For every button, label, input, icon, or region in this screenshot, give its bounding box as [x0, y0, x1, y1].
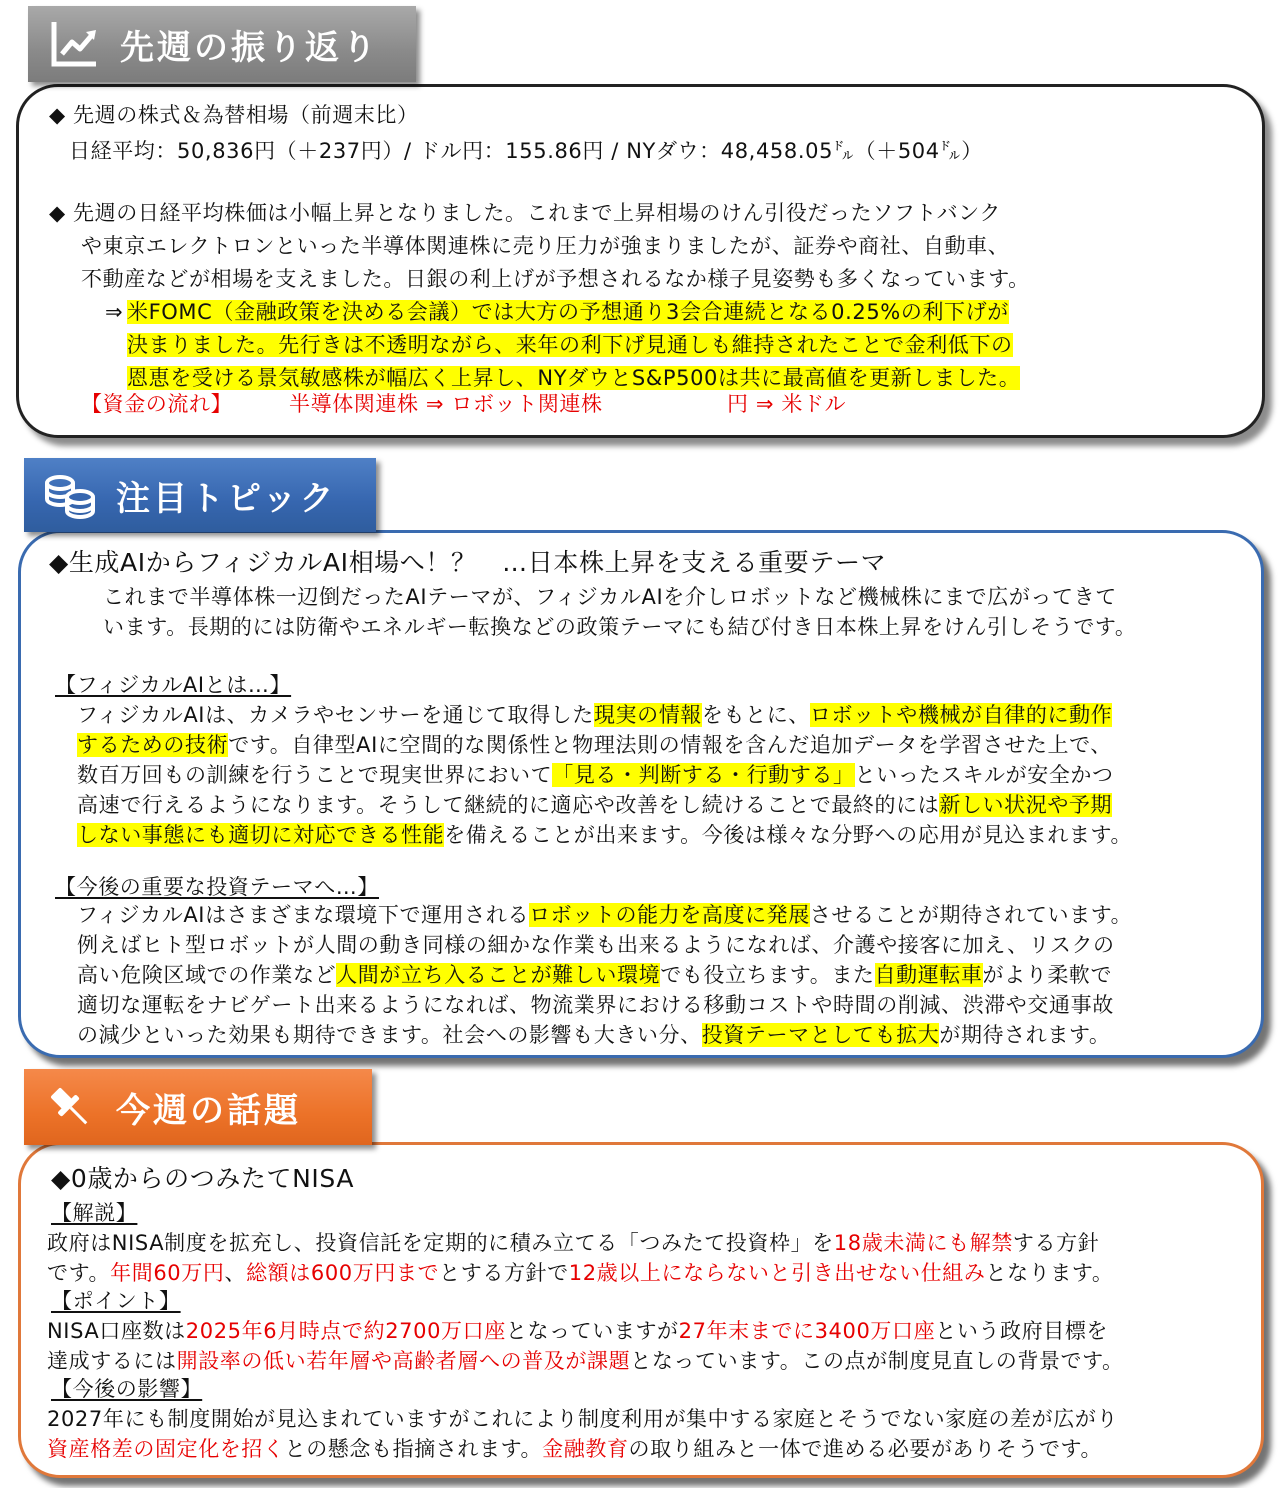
review-line-1: ◆ 先週の日経平均株価は小幅上昇となりました。これまで上昇相場のけん引役だったソフトバンク — [49, 201, 1001, 225]
chart-trend-icon — [46, 16, 102, 72]
featured-topic-title: 注目トピック — [116, 478, 337, 519]
fomc-line-1: 米FOMC（金融政策を決める会議）では大方の予想通り3会合連続となる0.25%の利下げが — [127, 300, 1009, 324]
fund-flow-stocks: 半導体関連株 ⇒ ロボット関連株 — [289, 392, 603, 416]
fomc-line-2: 決まりました。先行きは不透明ながら、来年の利下げ見通しも維持されたことで金利低下の — [127, 333, 1013, 357]
fomc-line-3: 恩恵を受ける景気敏感株が幅広く上昇し、NYダウとS&P500は共に最高値を更新しました。 — [127, 366, 1021, 390]
investment-theme-line-1: フィジカルAIはさまざまな環境下で運用されるロボットの能力を高度に発展させることが期待されています。 — [77, 903, 1133, 927]
this-week-title: 今週の話題 — [116, 1090, 301, 1131]
investment-theme-subheading: 【今後の重要な投資テーマへ…】 — [55, 875, 379, 899]
investment-theme-line-5: の減少といった効果も期待できます。社会への影響も大きい分、投資テーマとしても拡大が期待されます。 — [77, 1023, 1111, 1047]
explanation-line-2: です。年間60万円、総額は600万円までとする方針で12歳以上にならないと引き出せない仕組みとなります。 — [47, 1261, 1114, 1285]
pushpin-icon — [42, 1079, 98, 1135]
investment-theme-line-3: 高い危険区域での作業など人間が立ち入ることが難しい環境でも役立ちます。また自動運転車がより柔軟で — [77, 963, 1113, 987]
point-line-2: 達成するには開設率の低い若年層や高齢者層への普及が課題となっています。この点が制度見直しの背景です。 — [47, 1349, 1124, 1373]
market-heading: ◆ 先週の株式＆為替相場（前週末比） — [49, 103, 419, 127]
point-line-1: NISA口座数は2025年6月時点で約2700万口座となっていますが27年末までに3400万口座という政府目標を — [47, 1319, 1109, 1343]
physical-ai-line-2: するための技術です。自律型AIに空間的な関係性と物理法則の情報を含んだ追加データを学習させた上で、 — [77, 733, 1112, 757]
market-summary: 日経平均：50,836円（＋237円）/ ドル円：155.86円 / NYダウ：48,458.05㌦（＋504㌦） — [69, 139, 983, 163]
this-week-panel — [18, 1142, 1264, 1478]
topic-intro-2: います。長期的には防衛やエネルギー転換などの政策テーマにも結び付き日本株上昇をけん引しそうです。 — [103, 615, 1137, 639]
physical-ai-subheading: 【フィジカルAIとは…】 — [55, 673, 292, 697]
featured-topic-tab — [24, 458, 376, 532]
investment-theme-line-2: 例えばヒト型ロボットが人間の動き同様の細かな作業も出来るようになれば、介護や接客に加え、リスクの — [77, 933, 1115, 957]
fomc-arrow: ⇒ — [105, 300, 124, 324]
physical-ai-line-1: フィジカルAIは、カメラやセンサーを通じて取得した現実の情報をもとに、ロボットや機械が自律的に動作 — [77, 703, 1113, 727]
physical-ai-line-5: しない事態にも適切に対応できる性能を備えることが出来ます。今後は様々な分野への応用が見込まれます。 — [77, 823, 1133, 847]
fund-flow-label: 【資金の流れ】 — [81, 392, 233, 416]
point-subheading: 【ポイント】 — [51, 1289, 181, 1313]
weekly-review-tab — [28, 6, 416, 82]
weekly-review-panel — [16, 84, 1265, 438]
impact-line-2: 資産格差の固定化を招くとの懸念も指摘されます。金融教育の取り組みと一体で進める必要がありそうです。 — [47, 1437, 1103, 1461]
review-line-2: や東京エレクトロンといった半導体関連株に売り圧力が強まりましたが、証券や商社、自動車、 — [81, 234, 1010, 258]
physical-ai-line-3: 数百万回もの訓練を行うことで現実世界において「見る・判断する・行動する」といったスキルが安全かつ — [77, 763, 1114, 787]
impact-subheading: 【今後の影響】 — [51, 1377, 203, 1401]
this-week-tab — [24, 1069, 372, 1145]
explanation-subheading: 【解説】 — [51, 1201, 138, 1225]
fund-flow-fx: 円 ⇒ 米ドル — [727, 392, 847, 416]
impact-line-1: 2027年にも制度開始が見込まれていますがこれにより制度利用が集中する家庭とそうでない家庭の差が広がり — [47, 1407, 1119, 1431]
explanation-line-1: 政府はNISA制度を拡充し、投資信託を定期的に積み立てる「つみたて投資枠」を18歳未満にも解禁する方針 — [47, 1231, 1100, 1255]
featured-topic-panel — [18, 530, 1264, 1058]
topic-heading: ◆生成AIからフィジカルAI相場へ！？ …日本株上昇を支える重要テーマ — [49, 548, 887, 577]
coins-icon — [42, 467, 98, 523]
weekly-review-title: 先週の振り返り — [120, 27, 379, 68]
review-line-3: 不動産などが相場を支えました。日銀の利上げが予想されるなか様子見姿勢も多くなっています。 — [81, 267, 1030, 291]
topic-intro-1: これまで半導体株一辺倒だったAIテーマが、フィジカルAIを介しロボットなど機械株にまで広がってきて — [103, 585, 1117, 609]
physical-ai-line-4: 高速で行えるようになります。そうして継続的に適応や改善をし続けることで最終的には新しい状況や予期 — [77, 793, 1113, 817]
investment-theme-line-4: 適切な運転をナビゲート出来るようになれば、物流業界における移動コストや時間の削減、渋滞や交通事故 — [77, 993, 1114, 1017]
nisa-heading: ◆0歳からのつみたてNISA — [51, 1164, 355, 1193]
